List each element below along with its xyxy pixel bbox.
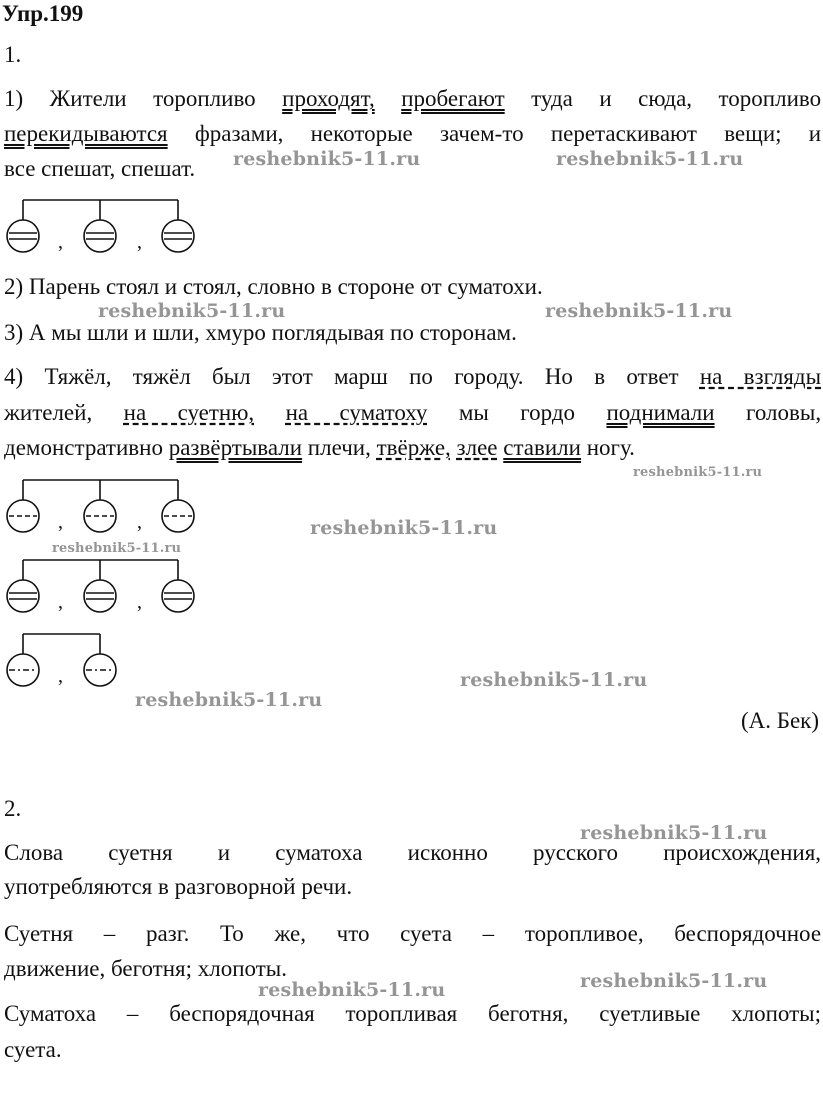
- part2-p2-line1: Суетня – разг. То же, что суета – торопливое, беспорядочное: [4, 921, 822, 946]
- sentence4-line1: 4) Тяжёл, тяжёл был этот марш по городу. Но в ответ на взгляды: [4, 364, 822, 389]
- watermark: reshebnik5-11.ru: [258, 979, 446, 1001]
- part2-p1-line2: употребляются в разговорной речи.: [4, 874, 353, 899]
- watermark: reshebnik5-11.ru: [460, 669, 648, 691]
- scheme-comma: ,: [58, 511, 63, 533]
- part2-p3-line1: Суматоха – беспорядочная торопливая беготня, суетливые хлопоты;: [4, 1001, 822, 1026]
- watermark: reshebnik5-11.ru: [52, 541, 182, 556]
- scheme-comma: ,: [137, 231, 142, 253]
- part2-number: 2.: [4, 796, 22, 821]
- watermark: reshebnik5-11.ru: [135, 689, 323, 711]
- part2-p2-line2: движение, беготня; хлопоты.: [4, 956, 287, 981]
- watermark: reshebnik5-11.ru: [633, 465, 763, 480]
- sentence3: 3) А мы шли и шли, хмуро поглядывая по сторонам.: [4, 320, 517, 345]
- scheme-comma: ,: [58, 591, 63, 613]
- watermark: reshebnik5-11.ru: [310, 517, 498, 539]
- author-attribution: (А. Бек): [740, 708, 819, 733]
- sentence-scheme-2: [0, 476, 210, 538]
- watermark: reshebnik5-11.ru: [556, 148, 744, 170]
- watermark: reshebnik5-11.ru: [545, 300, 733, 322]
- sentence2: 2) Парень стоял и стоял, словно в стороне от суматохи.: [4, 274, 543, 299]
- watermark: reshebnik5-11.ru: [98, 300, 286, 322]
- sentence1-line1: 1) Жители торопливо проходят, пробегают туда и сюда, торопливо: [4, 86, 822, 111]
- watermark: reshebnik5-11.ru: [580, 970, 768, 992]
- exercise-title: Упр.199: [2, 1, 84, 26]
- scheme-comma: ,: [58, 231, 63, 253]
- scheme-comma: ,: [137, 511, 142, 533]
- sentence1-line3: все спешат, спешат.: [4, 156, 196, 181]
- scheme-comma: ,: [137, 591, 142, 613]
- part2-p1-line1: Слова суетня и суматоха исконно русского происхождения,: [4, 840, 822, 865]
- sentence4-line2: жителей, на суетню, на суматоху мы гордо поднимали головы,: [4, 400, 822, 425]
- sentence-scheme-1: [0, 196, 210, 258]
- sentence-scheme-3: [0, 556, 210, 618]
- part2-p3-line2: суета.: [4, 1037, 62, 1062]
- scheme-comma: ,: [58, 665, 63, 687]
- sentence4-line3: демонстративно развёртывали плечи, твёрже, злее ставили ногу.: [4, 435, 635, 460]
- watermark: reshebnik5-11.ru: [580, 822, 768, 844]
- sentence1-line2: перекидываются фразами, некоторые зачем-то перетаскивают вещи; и: [4, 121, 822, 146]
- watermark: reshebnik5-11.ru: [233, 148, 421, 170]
- sentence-scheme-4: [0, 630, 130, 692]
- part1-number: 1.: [4, 42, 22, 67]
